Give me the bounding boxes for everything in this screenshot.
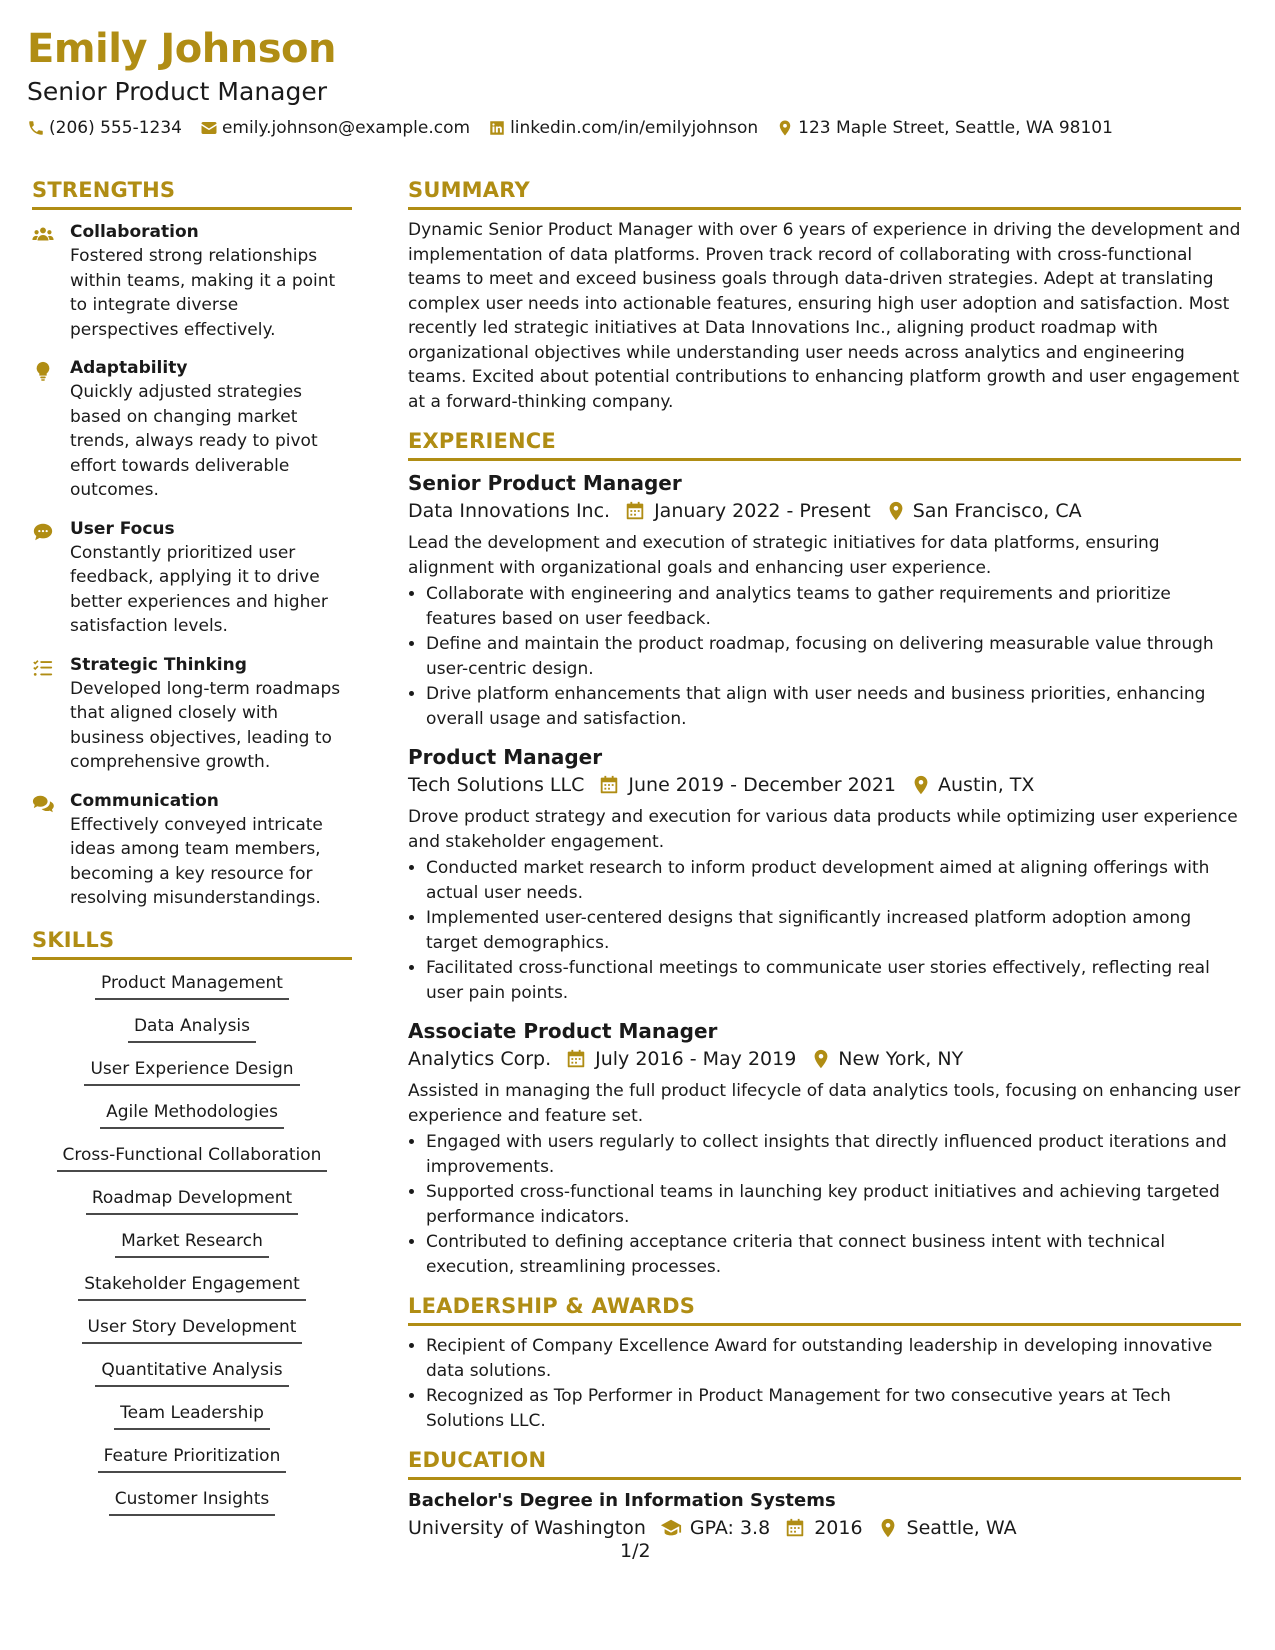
envelope-icon [200,119,218,137]
leadership-list [408,1334,1241,1433]
location-pin-icon [910,774,932,796]
summary-heading: SUMMARY [408,175,1241,210]
calendar-icon [565,1048,587,1070]
phone-text: (206) 555-1234 [49,118,182,138]
lightbulb-icon [32,360,54,382]
strength-name: User Focus [70,518,175,539]
school-name: University of Washington [408,1517,646,1539]
job-location: Austin, TX [938,774,1035,796]
strength-desc: Quickly adjusted strategies based on changing market trends, always ready to pivot effort towards deliverable outcomes. [70,382,318,500]
location-pin-icon [877,1517,899,1539]
award-item: • Recipient of Company Excellence Award for outstanding leadership in developing innovative data solutions. [426,1334,1241,1383]
resume-header [27,22,1248,140]
strength-item [32,517,352,639]
skills-heading: SKILLS [32,925,352,960]
job-meta [408,771,1241,799]
skill-tag: Product Management [95,972,289,1000]
skill-tag: Quantitative Analysis [95,1359,288,1387]
leadership-heading: LEADERSHIP & AWARDS [408,1291,1241,1326]
contact-email[interactable] [200,116,470,140]
job-meta [408,1045,1241,1073]
candidate-name: Emily Johnson [27,26,337,72]
job-description: Drove product strategy and execution for various data products while optimizing user experience and stakeholder engagement. [408,807,1238,852]
contact-linkedin[interactable] [488,116,758,140]
linkedin-text: linkedin.com/in/emilyjohnson [510,118,759,138]
skill-tag: Cross-Functional Collaboration [57,1144,328,1172]
job-entry [408,469,1241,731]
gpa-text: GPA: 3.8 [689,1517,771,1539]
right-column [408,175,1241,1548]
calendar-icon [624,500,646,522]
company-name: Tech Solutions LLC [408,774,585,796]
strength-item [32,356,352,503]
strength-desc: Effectively conveyed intricate ideas among team members, becoming a key resource for resolving misunderstandings. [70,814,323,908]
location-pin-icon [776,119,794,137]
linkedin-icon [488,119,506,137]
job-title: Product Manager [408,745,603,769]
email-text: emily.johnson@example.com [221,118,471,138]
location-pin-icon [885,500,907,522]
bullet-item: • Conducted market research to inform product development aimed at aligning offerings with actual user needs. [426,856,1241,905]
summary-text: Dynamic Senior Product Manager with over 6 years of experience in driving the development and implementation of data platforms. Proven track record of collaborating with cross-functional teams to meet and exceed business goals through data-driven strategies. Adept at translating complex user needs into actionable features, ensuring high user adoption and satisfaction. Most recently led strategic initiatives at Data Innovations Inc., aligning product roadmap with organizational objectives while understanding user needs across analytics and engineering teams. Excited about potential contributions to enhancing platform growth and user engagement at a forward-thinking company. [408,220,1241,412]
strength-name: Collaboration [70,222,199,242]
skill-tag: Feature Prioritization [98,1445,287,1473]
experience-heading: EXPERIENCE [408,426,1241,461]
school-location: Seattle, WA [906,1517,1017,1539]
bullet-item: • Implemented user-centered designs that significantly increased platform adoption among target demographics. [426,906,1241,955]
education-heading: EDUCATION [408,1445,1241,1480]
job-entry [408,743,1241,1005]
strength-item [32,789,352,911]
bullet-item: • Collaborate with engineering and analytics teams to gather requirements and prioritize features based on user feedback. [426,582,1241,631]
phone-icon [27,119,45,137]
strength-item [32,653,352,775]
comments-icon [32,793,54,815]
strength-desc: Constantly prioritized user feedback, applying it to drive better experiences and higher satisfaction levels. [70,542,328,636]
strength-name: Strategic Thinking [70,654,247,675]
skill-tag: Team Leadership [114,1402,270,1430]
strength-desc: Developed long-term roadmaps that aligned closely with business objectives, leading to comprehensive growth. [70,678,341,772]
comment-icon [32,521,54,543]
left-column [32,175,352,1531]
job-description: Assisted in managing the full product lifecycle of data analytics tools, focusing on enhancing user experience and feature set. [408,1081,1241,1126]
skill-tag: Roadmap Development [86,1187,298,1215]
strengths-heading: STRENGTHS [32,175,352,210]
company-name: Data Innovations Inc. [408,500,611,522]
job-title: Senior Product Manager [408,471,682,495]
bullet-item: • Contributed to defining acceptance criteria that connect business intent with technical execution, streamlining processes. [426,1230,1241,1279]
job-location: New York, NY [838,1048,964,1070]
page-number: 1/2 [620,1540,651,1562]
job-dates: June 2019 - December 2021 [628,774,896,796]
skill-tag: User Experience Design [84,1058,299,1086]
contact-address [776,116,1113,140]
strength-name: Communication [70,790,219,811]
strength-item [32,220,352,342]
location-pin-icon [810,1048,832,1070]
job-bullets [408,856,1241,1005]
calendar-icon [598,774,620,796]
users-icon [32,224,54,246]
graduation-cap-icon [660,1517,682,1539]
bullet-item: • Define and maintain the product roadmap, focusing on delivering measurable value through user-centric design. [426,632,1241,681]
job-dates: July 2016 - May 2019 [595,1048,797,1070]
company-name: Analytics Corp. [408,1048,552,1070]
job-meta [408,497,1241,525]
skill-tag: Data Analysis [128,1015,256,1043]
award-item: • Recognized as Top Performer in Product Management for two consecutive years at Tech Solutions LLC. [426,1384,1241,1433]
candidate-title: Senior Product Manager [27,77,328,106]
skill-tag: Market Research [115,1230,269,1258]
calendar-icon [784,1517,806,1539]
bullet-item: • Engaged with users regularly to collect insights that directly influenced product iterations and improvements. [426,1130,1241,1179]
bullet-item: • Drive platform enhancements that align with user needs and business priorities, enhancing overall usage and satisfaction. [426,682,1241,731]
contact-bar [27,116,1248,140]
skill-tag: Stakeholder Engagement [78,1273,306,1301]
job-dates: January 2022 - Present [654,500,871,522]
skill-tag: Agile Methodologies [100,1101,284,1129]
degree-title: Bachelor's Degree in Information Systems [408,1490,836,1511]
job-location: San Francisco, CA [912,500,1082,522]
bullet-item: • Facilitated cross-functional meetings to communicate user stories effectively, reflecting real user pain points. [426,956,1241,1005]
bullet-item: • Supported cross-functional teams in launching key product initiatives and achieving targeted performance indicators. [426,1180,1241,1229]
strength-desc: Fostered strong relationships within teams, making it a point to integrate diverse perspectives effectively. [70,246,336,340]
job-description: Lead the development and execution of strategic initiatives for data platforms, ensuring alignment with organizational goals and enhancing user experience. [408,533,1160,578]
contact-phone[interactable] [27,116,182,140]
education-meta [408,1514,1241,1542]
skill-tag: User Story Development [82,1316,303,1344]
skills-list [32,972,352,1531]
skill-tag: Customer Insights [109,1488,275,1516]
job-bullets [408,1130,1241,1279]
list-check-icon [32,657,54,679]
strength-name: Adaptability [70,358,188,378]
job-entry [408,1017,1241,1279]
job-title: Associate Product Manager [408,1019,718,1043]
address-text: 123 Maple Street, Seattle, WA 98101 [798,118,1113,138]
graduation-year: 2016 [814,1517,863,1539]
job-bullets [408,582,1241,731]
